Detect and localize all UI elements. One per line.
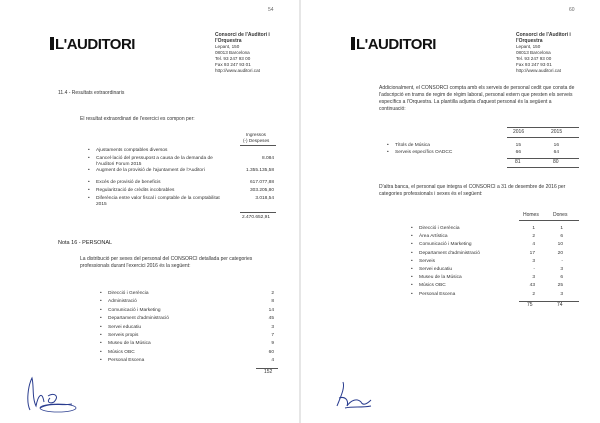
table-row: • Servei educatiu - 3 [411, 266, 563, 272]
address-line: Tel. 93 247 93 00 [215, 56, 251, 61]
table2-total-men: 75 [527, 302, 533, 308]
staff-by-sex-table [411, 226, 579, 300]
auditori-logo: L'AUDITORI [50, 36, 135, 53]
divider [240, 212, 276, 213]
list-item: • Músics OBC 60 [100, 349, 274, 355]
table-row: • Personal Escena 2 3 [411, 291, 563, 297]
table-row: • Museu de la Música 3 6 [411, 275, 563, 281]
year-header-2015: 2015 [551, 129, 563, 135]
signature-image [20, 372, 80, 414]
note-paragraph: La distribució per sexes del personal del CONSORCI detallada per categories professionals durant l'exercici 2016 és la següent: [80, 256, 253, 269]
year-header-2016: 2016 [513, 129, 525, 135]
list-item: • Cancel·lació del pressupost a causa de la demanda de l'Auditori Forum 2015 8.084 [88, 156, 274, 167]
table-row: • Departament d'administració 17 20 [411, 250, 563, 256]
staff-list [100, 291, 278, 367]
right-page [301, 0, 600, 423]
list-item: • Museu de la Música 9 [100, 341, 274, 347]
intro-text: El resultat extraordinari de l'exercici es compon per: [80, 116, 195, 122]
column-header-income: Ingressos [246, 132, 266, 137]
address-line: Lepant, 150 [215, 44, 240, 49]
divider [507, 137, 579, 138]
signature-image [331, 378, 377, 412]
address-block [516, 32, 596, 74]
extraordinary-results-list [88, 148, 278, 208]
address-block [215, 32, 295, 74]
address-line: Fax 93 247 93 01 [215, 62, 251, 67]
auditori-logo: L'AUDITORI [351, 36, 436, 53]
column-header-expenses: (-) Despeses [243, 138, 270, 143]
table-row: • Músics OBC 43 25 [411, 283, 563, 289]
divider [507, 127, 579, 128]
table-row: • Serveis específics OADCC 66 64 [387, 150, 559, 155]
list-item: • Departament d'administració 45 [100, 316, 274, 322]
list-item: • Diferència entre valor fiscal i comptable de la comptabilitat 2015 3.018,54 [88, 196, 274, 207]
address-line: 08013 Barcelona [516, 50, 551, 55]
list-item: • Augment de la provisió de l'ajuntament de l'Auditori 1.355.135,58 [88, 168, 274, 173]
page-number: 60 [569, 7, 575, 13]
left-page [0, 0, 299, 423]
paragraph-staff-by-sex: D'altra banca, el personal que integra el CONSORCI a 31 de desembre de 2016 per categories professionals i sexes és el següent: [379, 184, 566, 197]
divider [507, 167, 579, 168]
ceded-staff-table [387, 143, 579, 157]
page-number: 54 [268, 7, 274, 13]
list-item: • Comunicació i Marketing 14 [100, 307, 274, 313]
list-item: • Ajustaments comptables diversos [88, 148, 168, 153]
list-item: • Serveis propis 7 [100, 332, 274, 338]
list-item: • Personal Escena 4 [100, 358, 274, 364]
table1-total-2015: 80 [553, 159, 559, 165]
address-title: Consorci de l'Auditori i l'Orquestra [516, 32, 571, 44]
list-item: • Direcció i Gerència 2 [100, 291, 274, 296]
table-row: • Direcció i Gerència 1 1 [411, 226, 563, 231]
list-item: • Administració 8 [100, 299, 274, 305]
table1-total-2016: 81 [515, 159, 521, 165]
address-line: Tel. 93 247 93 00 [516, 56, 552, 61]
address-title: Consorci de l'Auditori i l'Orquestra [215, 32, 270, 44]
total-value: 2.470.652,91 [242, 215, 271, 220]
paragraph-additional-staff: Addicionalment, el CONSORCI compta amb els serveis de personal cedit que consta de l'adscripció en trams de regim de règim laboral, personal extern que presten els serveis específics a l'Orquestra. La plantilla adjunta d'aquest personal és la següent a continuació: [379, 85, 575, 112]
table-row: • Títols de Música 15 16 [387, 143, 559, 148]
divider [519, 220, 579, 221]
address-line: http://www.auditori.cat [215, 68, 260, 73]
note-title: Nota 16 - PERSONAL [58, 240, 113, 246]
table2-total-women: 74 [557, 302, 563, 308]
address-line: http://www.auditori.cat [516, 68, 561, 73]
address-line: 08013 Barcelona [215, 50, 250, 55]
header-women: Dones [553, 212, 568, 218]
address-line: Lepant, 150 [516, 44, 541, 49]
table-row: • Àrea Artística 2 6 [411, 234, 563, 240]
list-item: • Regularització de crèdits incobrables 303.205,80 [88, 188, 274, 193]
address-line: Fax 93 247 93 01 [516, 62, 552, 67]
staff-total: 152 [264, 369, 273, 375]
list-item: • Servei educatiu 3 [100, 324, 274, 330]
divider [240, 145, 276, 146]
list-item: • Excés de provisió de beneficis 617.077,88 [88, 180, 274, 185]
header-men: Homes [523, 212, 539, 218]
table-row: • Serveis 3 - [411, 258, 563, 264]
section-title: 11.4 - Resultats extraordinaris [58, 90, 125, 96]
table-row: • Comunicació i Marketing 4 10 [411, 242, 563, 248]
